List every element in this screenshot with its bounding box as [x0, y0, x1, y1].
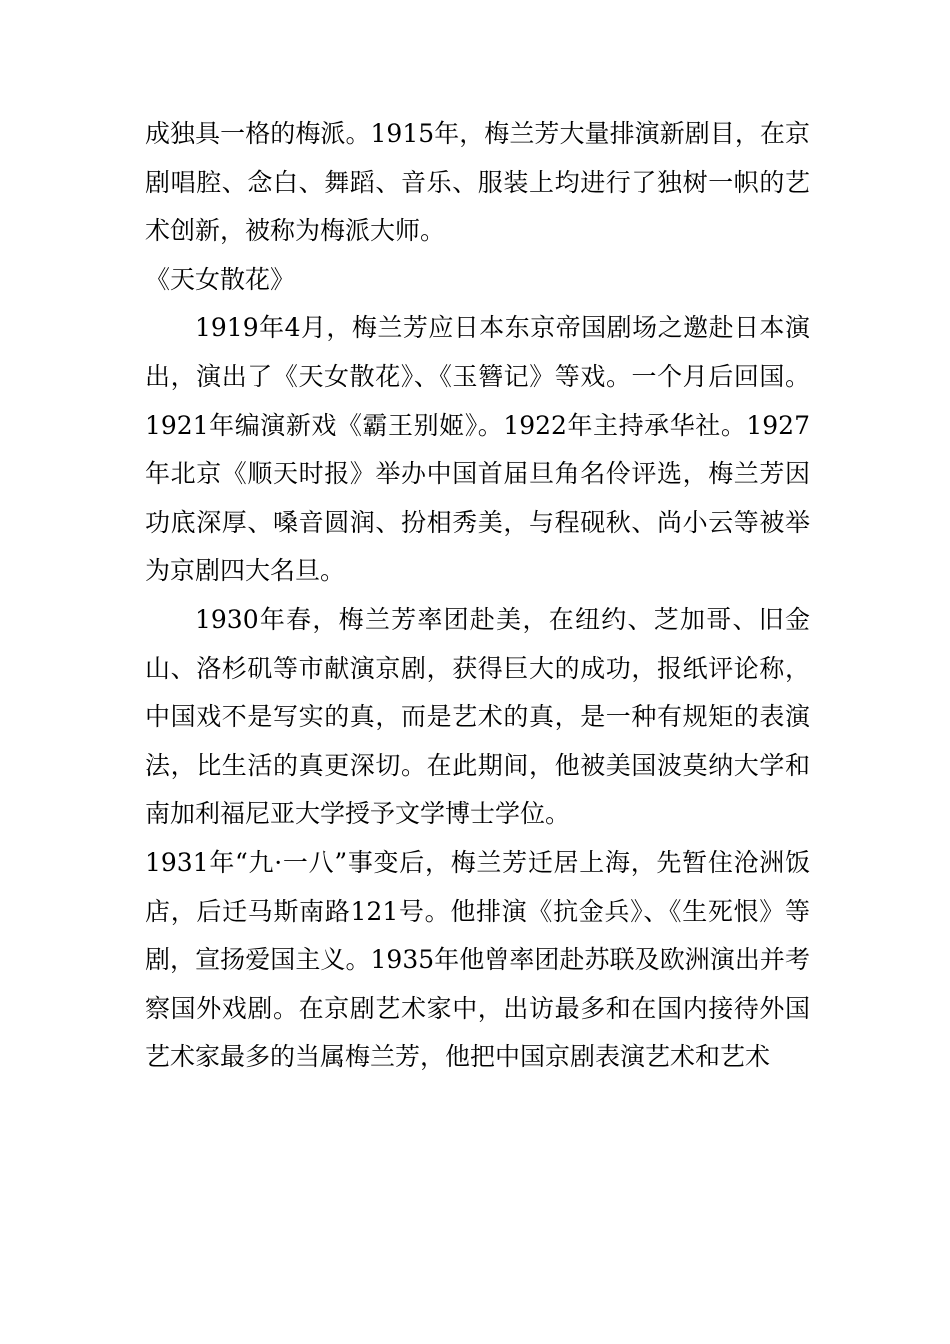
paragraph-1931: 1931年“九·一八”事变后，梅兰芳迁居上海，先暂住沧洲饭店，后迁马斯南路121号。他排演《抗金兵》、《生死恨》等剧，宣扬爱国主义。1935年他曾率团赴苏联及欧洲演出并考察国外戏剧。在京剧艺术家中，出访最多和在国内接待外国艺术家最多的当属梅兰芳，他把中国京剧表演艺术和艺术 — [145, 847, 810, 1072]
document-body — [145, 110, 810, 1082]
paragraph-1919: 1919年4月，梅兰芳应日本东京帝国剧场之邀赴日本演出，演出了《天女散花》、《玉簪记》等戏。一个月后回国。1921年编演新戏《霸王别姬》。1922年主持承华社。1927年北京《顺天时报》举办中国首届旦角名伶评选，梅兰芳因功底深厚、嗓音圆润、扮相秀美，与程砚秋、尚小云等被举为京剧四大名旦。 — [145, 313, 810, 586]
intro-paragraph: 成独具一格的梅派。1915年，梅兰芳大量排演新剧目，在京剧唱腔、念白、舞蹈、音乐、服装上均进行了独树一帜的艺术创新，被称为梅派大师。 — [145, 119, 810, 246]
paragraph-1930: 1930年春，梅兰芳率团赴美，在纽约、芝加哥、旧金山、洛杉矶等市献演京剧，获得巨大的成功，报纸评论称，中国戏不是写实的真，而是艺术的真，是一种有规矩的表演法，比生活的真更深切。在此期间，他被美国波莫纳大学和南加利福尼亚大学授予文学博士学位。 — [145, 604, 810, 829]
section-title: 《天女散花》 — [145, 264, 296, 294]
